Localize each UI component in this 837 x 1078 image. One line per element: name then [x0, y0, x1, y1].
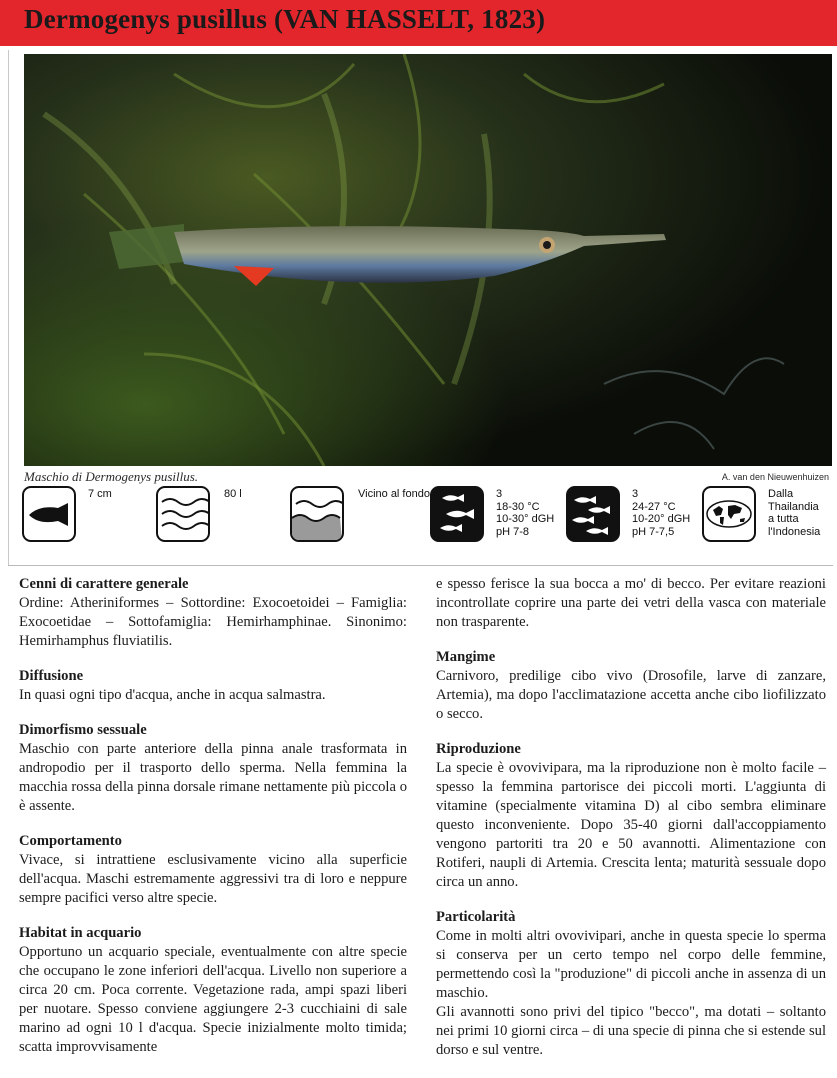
info-icons-row — [22, 486, 834, 550]
aquarium-volume-value: 80 l — [224, 488, 242, 500]
section-food — [436, 648, 826, 724]
water-params-keeping-group: 3 — [496, 488, 503, 500]
section-body: Come in molti altri ovovivipari, anche in questa specie lo sperma si conserva per un certo tempo nel corpo delle femmine, permettendo così la "produzione" di piccoli anche in assenza di un maschio. — [436, 928, 826, 1001]
section-dimorphism — [19, 721, 407, 816]
section-behaviour — [19, 832, 407, 908]
section-body: Carnivoro, predilige cibo vivo (Drosofile, larve di zanzare, Artemia), ma dopo l'acclimatazione accetta anche cibo liofilizzato o secco. — [436, 668, 826, 722]
section-heading: Diffusione — [19, 668, 84, 684]
water-params-keeping-ph: pH 7-8 — [496, 525, 530, 538]
water-params-breeding — [632, 488, 690, 538]
section-continuation — [436, 575, 826, 632]
fish-school-icon — [430, 486, 484, 542]
section-reproduction — [436, 740, 826, 892]
world-map-icon — [702, 486, 756, 542]
fish-photo — [24, 54, 832, 466]
section-body: Opportuno un acquario speciale, eventualmente con altre specie che occupano le zone inferiori dell'acqua. Livello non superiore a circa 20 cm. Poca corrente. Vegetazione rada, ampi spazi liberi per nuotare. Spesso conviene aggiungere 2-3 cucchiaini di sale marino ad ogni 10 l d'acqua. Specie inizialmente molto timida; scatta improvvisamente — [19, 944, 407, 1055]
section-distribution — [19, 667, 407, 705]
photo-caption: Maschio di Dermogenys pusillus. — [24, 469, 199, 484]
left-margin-rule — [8, 50, 9, 565]
swim-zone-icon — [290, 486, 344, 542]
section-heading: Riproduzione — [436, 741, 521, 757]
fish-illustration — [24, 54, 832, 466]
section-heading: Mangime — [436, 649, 496, 665]
fish-size-icon — [22, 486, 76, 542]
section-body-extra: Gli avannotti sono privi del tipico "becco", ma dotati – soltanto nei primi 10 giorni circa – di una specie di pinna che si estende sul dorso e sul ventre. — [436, 1004, 826, 1058]
left-column — [19, 575, 407, 1073]
section-general — [19, 575, 407, 651]
section-heading: Particolarità — [436, 909, 516, 925]
section-body: Vivace, si intrattiene esclusivamente vicino alla superficie dell'acqua. Maschi estremamente aggressivi tra di loro e neppure sempre pacifici verso altre specie. — [19, 852, 407, 906]
section-body: Maschio con parte anteriore della pinna anale trasformata in andropodio per il trasporto dello sperma. Nella femmina la macchia rossa della pinna dorsale rimane nettamente più piccola o è assente. — [19, 741, 407, 814]
section-body: La specie è ovovivipara, ma la riproduzione non è molto facile – spesso la femmina partorisce dei piccoli morti. L'aggiunta di vitamine (specialmente vitamina D) al cibo sembra eliminare questo inconveniente. Dopo 35-40 giorni dall'accoppiamento vengono partoriti tra 20 e 50 avannotti. Alimentazione con Rotiferi, naupli di Artemia. Crescita lenta; maturità sessuale dopo circa un anno. — [436, 760, 826, 890]
swim-zone-label: Vicino al fondo — [358, 488, 430, 500]
water-params-breeding-group: 3 — [632, 488, 639, 500]
right-column — [436, 575, 826, 1076]
origin-line-2: Thailandia — [768, 500, 819, 513]
water-params-breeding-ph: pH 7-7,5 — [632, 525, 675, 538]
fish-size-value: 7 cm — [88, 488, 112, 500]
title-bar — [0, 0, 837, 46]
water-params-keeping-temp: 18-30 °C — [496, 500, 540, 513]
section-body: In quasi ogni tipo d'acqua, anche in acqua salmastra. — [19, 687, 326, 703]
section-body: Ordine: Atheriniformes – Sottordine: Exocoetoidei – Famiglia: Exocoetidae – Sottofamiglia: Hemirhamphinae. Sinonimo: Hemirhamphus fluviatilis. — [19, 595, 407, 649]
aquarium-volume-icon — [156, 486, 210, 542]
origin-line-3: a tutta — [768, 513, 799, 525]
page-title: Dermogenys pusillus (VAN HASSELT, 1823) — [24, 4, 546, 34]
water-params-breeding-temp: 24-27 °C — [632, 500, 676, 513]
section-body: e spesso ferisce la sua bocca a mo' di becco. Per evitare reazioni incontrollate coprire una parte dei vetri della vasca con materiale non trasparente. — [436, 576, 826, 630]
origin-line-4: l'Indonesia — [768, 525, 821, 538]
photo-credit: A. van den Nieuwenhuizen — [721, 472, 829, 482]
fish-breeding-icon — [566, 486, 620, 542]
section-peculiarities — [436, 908, 826, 1060]
water-params-keeping — [496, 488, 554, 538]
section-heading: Habitat in acquario — [19, 925, 142, 941]
section-divider — [8, 565, 833, 566]
section-heading: Comportamento — [19, 833, 122, 849]
origin-line-1: Dalla — [768, 488, 794, 500]
section-heading: Dimorfismo sessuale — [19, 722, 147, 738]
water-params-breeding-hardness: 10-20° dGH — [632, 513, 691, 525]
water-params-keeping-hardness: 10-30° dGH — [496, 513, 555, 525]
section-heading: Cenni di carattere generale — [19, 576, 189, 592]
section-aquarium-habitat — [19, 924, 407, 1057]
origin-text — [768, 488, 820, 538]
